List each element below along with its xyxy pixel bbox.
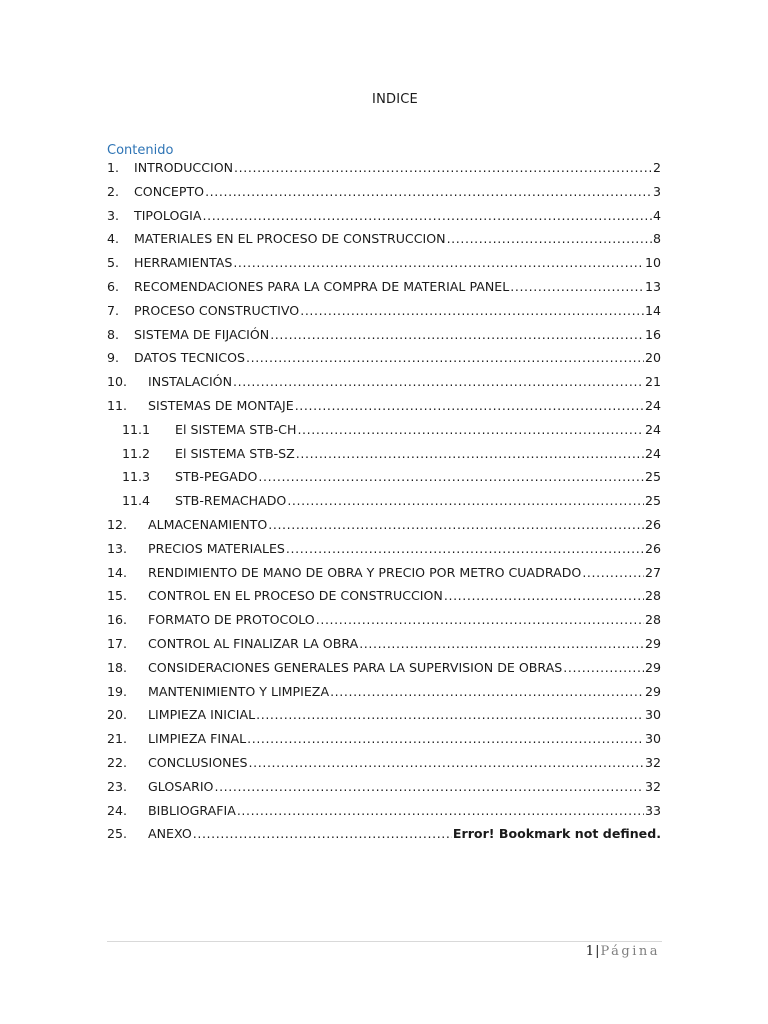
toc-entry-title: CONCEPTO xyxy=(134,183,205,199)
toc-dot-leader xyxy=(444,588,644,603)
toc-entry[interactable] xyxy=(107,303,661,327)
toc-entry[interactable] xyxy=(107,636,661,660)
toc-entry-number: 18. xyxy=(107,659,128,675)
toc-dot-leader xyxy=(316,612,644,627)
toc-entry-number: 13. xyxy=(107,540,128,556)
toc-entry-number: 7. xyxy=(107,302,120,318)
toc-entry-page: 30 xyxy=(644,731,661,747)
toc-entry[interactable] xyxy=(107,541,661,565)
toc-dot-leader xyxy=(563,660,644,675)
toc-dot-leader xyxy=(258,469,644,484)
footer-separator: | xyxy=(595,944,600,959)
toc-entry[interactable] xyxy=(107,731,661,755)
toc-entry-title: El SISTEMA STB-CH xyxy=(175,421,297,437)
toc-entry-page: 32 xyxy=(644,778,661,794)
footer-divider xyxy=(107,941,662,942)
toc-entry-number: 22. xyxy=(107,754,128,770)
toc-dot-leader xyxy=(256,707,644,722)
toc-entry-number: 4. xyxy=(107,231,120,247)
toc-entry-title: MANTENIMIENTO Y LIMPIEZA xyxy=(148,683,330,699)
toc-dot-leader xyxy=(237,803,644,818)
toc-entry[interactable] xyxy=(107,803,661,827)
toc-entry[interactable] xyxy=(107,446,661,470)
toc-entry-page: 27 xyxy=(644,564,661,580)
toc-entry-number: 9. xyxy=(107,350,120,366)
toc-dot-leader xyxy=(330,684,644,699)
toc-entry-title: LIMPIEZA INICIAL xyxy=(148,707,256,723)
toc-entry-number: 17. xyxy=(107,635,128,651)
toc-entry-number: 6. xyxy=(107,278,120,294)
toc-entry-number: 10. xyxy=(107,374,128,390)
toc-entry-number: 14. xyxy=(107,564,128,580)
table-of-contents xyxy=(107,160,661,850)
toc-entry-number: 5. xyxy=(107,255,120,271)
toc-entry-number: 3. xyxy=(107,207,120,223)
toc-dot-leader xyxy=(359,636,644,651)
toc-entry-page: 3 xyxy=(652,183,661,199)
toc-entry-number: 25. xyxy=(107,826,128,842)
toc-entry[interactable] xyxy=(107,184,661,208)
toc-entry-page: 21 xyxy=(644,374,661,390)
toc-dot-leader xyxy=(300,303,644,318)
toc-entry-page: 29 xyxy=(644,659,661,675)
toc-entry-title: TIPOLOGIA xyxy=(134,207,202,223)
toc-entry-page: 24 xyxy=(644,445,661,461)
toc-entry-title: CONTROL EN EL PROCESO DE CONSTRUCCION xyxy=(148,588,443,604)
toc-entry-page: 29 xyxy=(644,683,661,699)
toc-entry[interactable] xyxy=(107,255,661,279)
toc-dot-leader xyxy=(287,493,644,508)
toc-entry-page: 16 xyxy=(644,326,661,342)
toc-dot-leader xyxy=(296,446,644,461)
toc-entry-number: 19. xyxy=(107,683,128,699)
toc-entry[interactable] xyxy=(107,422,661,446)
toc-entry-page: 8 xyxy=(652,231,661,247)
toc-entry[interactable] xyxy=(107,160,661,184)
toc-entry-page: 2 xyxy=(652,160,661,175)
toc-entry[interactable] xyxy=(107,755,661,779)
toc-entry-title: ALMACENAMIENTO xyxy=(148,516,268,532)
toc-dot-leader xyxy=(249,755,644,770)
toc-entry[interactable] xyxy=(107,612,661,636)
toc-entry-number: 12. xyxy=(107,516,128,532)
toc-entry-title: DATOS TECNICOS xyxy=(134,350,245,366)
toc-entry-title: PROCESO CONSTRUCTIVO xyxy=(134,302,300,318)
toc-entry-page: 4 xyxy=(652,207,661,223)
toc-entry-page: 33 xyxy=(644,802,661,818)
toc-dot-leader xyxy=(202,208,652,223)
toc-entry-title: INSTALACIÓN xyxy=(148,374,232,390)
toc-entry-page: 25 xyxy=(644,493,661,509)
toc-entry-title: BIBLIOGRAFIA xyxy=(148,802,236,818)
toc-entry-title: El SISTEMA STB-SZ xyxy=(175,445,295,461)
toc-dot-leader xyxy=(582,565,644,580)
toc-entry-page: 30 xyxy=(644,707,661,723)
toc-entry[interactable] xyxy=(107,327,661,351)
toc-dot-leader xyxy=(233,374,644,389)
toc-entry-page: 26 xyxy=(644,540,661,556)
toc-entry-title: CONCLUSIONES xyxy=(148,754,248,770)
toc-entry-title: ANEXO xyxy=(148,826,192,842)
toc-dot-leader xyxy=(270,327,644,342)
page-title: INDICE xyxy=(372,92,418,107)
toc-entry[interactable] xyxy=(107,588,661,612)
toc-entry-number: 11.3 xyxy=(122,469,151,485)
toc-entry-title: RECOMENDACIONES PARA LA COMPRA DE MATERIAL PANEL xyxy=(134,278,510,294)
toc-entry-number: 21. xyxy=(107,731,128,747)
toc-entry-number: 2. xyxy=(107,183,120,199)
toc-entry[interactable] xyxy=(107,398,661,422)
toc-entry-title: HERRAMIENTAS xyxy=(134,255,233,271)
toc-entry[interactable] xyxy=(107,517,661,541)
toc-entry-page: 29 xyxy=(644,635,661,651)
toc-entry-number: 11.1 xyxy=(122,421,151,437)
toc-entry-page: 14 xyxy=(644,302,661,318)
toc-entry[interactable] xyxy=(107,660,661,684)
toc-entry-title: SISTEMA DE FIJACIÓN xyxy=(134,326,270,342)
toc-entry[interactable] xyxy=(107,684,661,708)
toc-entry-title: STB-REMACHADO xyxy=(175,493,287,509)
toc-entry-number: 15. xyxy=(107,588,128,604)
toc-entry-page: 24 xyxy=(644,421,661,437)
toc-entry-page: 28 xyxy=(644,612,661,628)
toc-entry[interactable] xyxy=(107,350,661,374)
toc-entry-title: CONSIDERACIONES GENERALES PARA LA SUPERVISION DE OBRAS xyxy=(148,659,563,675)
toc-entry-title: LIMPIEZA FINAL xyxy=(148,731,247,747)
toc-entry-page: 25 xyxy=(644,469,661,485)
toc-entry[interactable] xyxy=(107,707,661,731)
toc-entry-page: 20 xyxy=(644,350,661,366)
toc-entry[interactable] xyxy=(107,374,661,398)
toc-entry[interactable] xyxy=(107,208,661,232)
toc-dot-leader xyxy=(295,398,644,413)
toc-entry-title: INTRODUCCION xyxy=(134,160,234,175)
toc-dot-leader xyxy=(233,255,644,270)
toc-entry-number: 23. xyxy=(107,778,128,794)
toc-entry[interactable] xyxy=(107,469,661,493)
toc-entry-page: 24 xyxy=(644,397,661,413)
toc-entry-page: 13 xyxy=(644,278,661,294)
page-word: Página xyxy=(600,944,660,959)
toc-entry-number: 24. xyxy=(107,802,128,818)
toc-dot-leader xyxy=(246,350,644,365)
toc-entry[interactable] xyxy=(107,493,661,517)
toc-entry-number: 20. xyxy=(107,707,128,723)
toc-entry[interactable] xyxy=(107,826,661,850)
toc-entry-number: 8. xyxy=(107,326,120,342)
toc-dot-leader xyxy=(247,731,644,746)
toc-entry-title: CONTROL AL FINALIZAR LA OBRA xyxy=(148,635,359,651)
toc-dot-leader xyxy=(447,231,652,246)
toc-dot-leader xyxy=(297,422,644,437)
toc-entry-number: 11. xyxy=(107,397,128,413)
toc-dot-leader xyxy=(268,517,644,532)
page-number: 1 xyxy=(585,944,595,959)
toc-entry-title: PRECIOS MATERIALES xyxy=(148,540,285,556)
toc-dot-leader xyxy=(286,541,644,556)
toc-entry-number: 11.4 xyxy=(122,493,151,509)
toc-entry-title: FORMATO DE PROTOCOLO xyxy=(148,612,315,628)
toc-entry[interactable] xyxy=(107,279,661,303)
page-footer xyxy=(586,944,660,959)
toc-dot-leader xyxy=(214,779,644,794)
toc-entry-number: 16. xyxy=(107,612,128,628)
toc-dot-leader xyxy=(193,826,452,841)
toc-dot-leader xyxy=(510,279,644,294)
toc-entry-title: MATERIALES EN EL PROCESO DE CONSTRUCCION xyxy=(134,231,446,247)
toc-entry[interactable] xyxy=(107,565,661,589)
toc-dot-leader xyxy=(234,160,652,175)
toc-entry-title: GLOSARIO xyxy=(148,778,214,794)
toc-entry-page: 10 xyxy=(644,255,661,271)
toc-heading: Contenido xyxy=(107,143,174,158)
toc-entry[interactable] xyxy=(107,231,661,255)
toc-entry[interactable] xyxy=(107,779,661,803)
toc-entry-title: RENDIMIENTO DE MANO DE OBRA Y PRECIO POR METRO CUADRADO xyxy=(148,564,582,580)
toc-entry-number: 11.2 xyxy=(122,445,151,461)
toc-entry-title: STB-PEGADO xyxy=(175,469,258,485)
toc-entry-title: SISTEMAS DE MONTAJE xyxy=(148,397,294,413)
toc-entry-page: Error! Bookmark not defined. xyxy=(452,826,661,842)
toc-entry-page: 32 xyxy=(644,754,661,770)
toc-entry-number: 1. xyxy=(107,160,120,175)
toc-dot-leader xyxy=(205,184,652,199)
toc-entry-page: 28 xyxy=(644,588,661,604)
toc-entry-page: 26 xyxy=(644,516,661,532)
